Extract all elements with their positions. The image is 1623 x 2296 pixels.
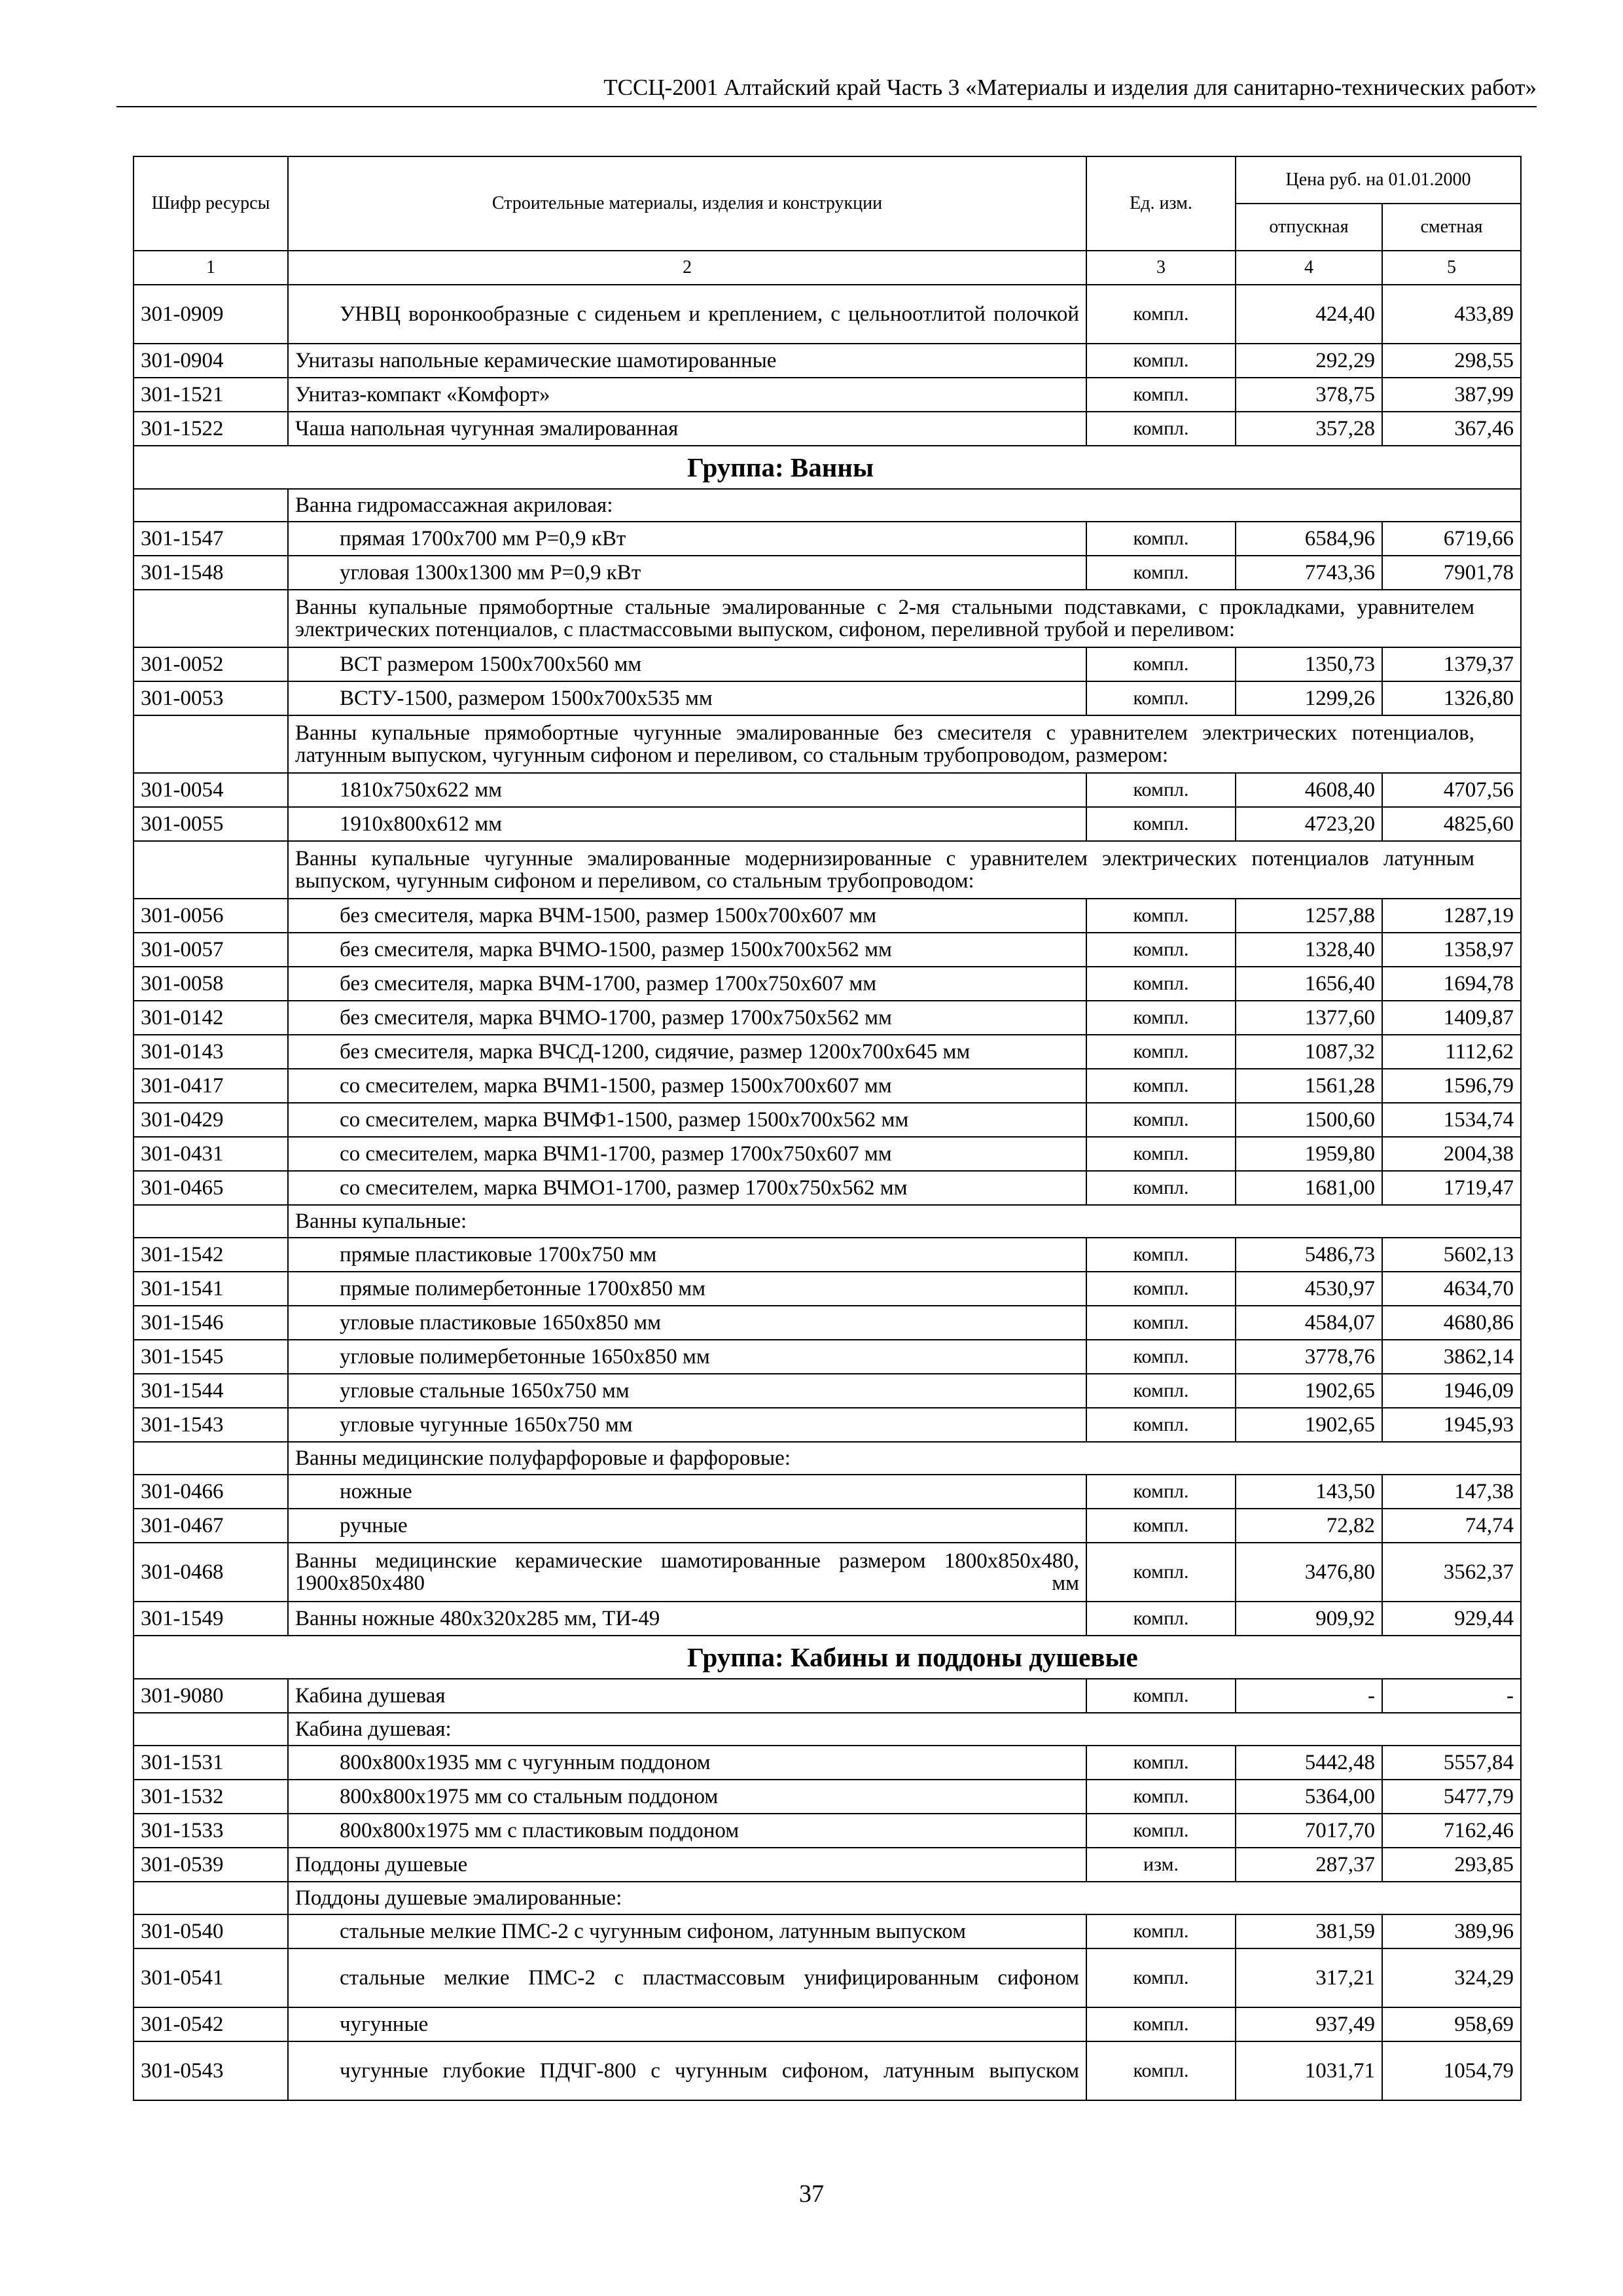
resource-name: 800x800x1935 мм с чугунным поддоном (288, 1746, 1086, 1780)
unit-of-measure: компл. (1086, 1543, 1236, 1602)
release-price: 5364,00 (1236, 1780, 1382, 1814)
header-release-price: отпускная (1236, 204, 1382, 251)
resource-code: 301-0056 (134, 899, 288, 933)
release-price: 4608,40 (1236, 773, 1382, 807)
unit-of-measure: изм. (1086, 1848, 1236, 1882)
unit-of-measure: компл. (1086, 1746, 1236, 1780)
subheading-text: Ванны медицинские полуфарфоровые и фарфоровые: (288, 1442, 1521, 1475)
estimate-price: 1694,78 (1382, 967, 1521, 1001)
subheading-code-cell (134, 841, 288, 899)
unit-of-measure: компл. (1086, 1914, 1236, 1948)
resource-name: Чаша напольная чугунная эмалированная (288, 412, 1086, 446)
resource-name: без смесителя, марка ВЧСД-1200, сидячие, размер 1200x700x645 мм (288, 1035, 1086, 1069)
release-price: 1350,73 (1236, 647, 1382, 681)
unit-of-measure: компл. (1086, 647, 1236, 681)
table-row (134, 1272, 1521, 1306)
resource-name: без смесителя, марка ВЧМО-1700, размер 1700x750x562 мм (288, 1001, 1086, 1035)
table-row (134, 1948, 1521, 2007)
release-price: 292,29 (1236, 344, 1382, 378)
unit-of-measure: компл. (1086, 1374, 1236, 1408)
estimate-price: 1287,19 (1382, 899, 1521, 933)
resource-name: угловые пластиковые 1650x850 мм (288, 1306, 1086, 1340)
table-row (134, 556, 1521, 590)
resource-code: 301-1545 (134, 1340, 288, 1374)
subheading-text: Ванна гидромассажная акриловая: (288, 489, 1521, 522)
resource-code: 301-0465 (134, 1171, 288, 1205)
release-price: 143,50 (1236, 1475, 1382, 1509)
release-price: 4584,07 (1236, 1306, 1382, 1340)
release-price: 4530,97 (1236, 1272, 1382, 1306)
resource-name: угловая 1300x1300 мм Р=0,9 кВт (288, 556, 1086, 590)
release-price: 3476,80 (1236, 1543, 1382, 1602)
subheading-row (134, 1882, 1521, 1914)
release-price: 1959,80 (1236, 1137, 1382, 1171)
resource-name: ножные (288, 1475, 1086, 1509)
subheading-row (134, 715, 1521, 773)
estimate-price: 387,99 (1382, 378, 1521, 412)
estimate-price: 4634,70 (1382, 1272, 1521, 1306)
resource-code: 301-1543 (134, 1408, 288, 1442)
resource-code: 301-0909 (134, 285, 288, 344)
subheading-row (134, 590, 1521, 647)
resource-code: 301-0431 (134, 1137, 288, 1171)
unit-of-measure: компл. (1086, 2007, 1236, 2041)
resource-code: 301-0143 (134, 1035, 288, 1069)
resource-name: чугунные глубокие ПДЧГ-800 с чугунным сифоном, латунным выпуском (288, 2041, 1086, 2100)
table-row (134, 1171, 1521, 1205)
unit-of-measure: компл. (1086, 933, 1236, 967)
estimate-price: 4707,56 (1382, 773, 1521, 807)
column-number: 1 (134, 251, 288, 285)
release-price: 909,92 (1236, 1602, 1382, 1636)
unit-of-measure: компл. (1086, 412, 1236, 446)
resource-name: 800x800x1975 мм со стальным поддоном (288, 1780, 1086, 1814)
table-body (134, 285, 1521, 2100)
header-code: Шифр ресурсы (134, 156, 288, 251)
table-row (134, 647, 1521, 681)
release-price: 72,82 (1236, 1509, 1382, 1543)
table-row (134, 773, 1521, 807)
estimate-price: 4825,60 (1382, 807, 1521, 841)
resource-code: 301-1547 (134, 522, 288, 556)
release-price: 378,75 (1236, 378, 1382, 412)
release-price: 1902,65 (1236, 1374, 1382, 1408)
release-price: 1087,32 (1236, 1035, 1382, 1069)
resource-name: стальные мелкие ПМС-2 с пластмассовым унифицированным сифоном (288, 1948, 1086, 2007)
table-row (134, 1306, 1521, 1340)
header-unit: Ед. изм. (1086, 156, 1236, 251)
resource-name: угловые чугунные 1650x750 мм (288, 1408, 1086, 1442)
release-price: 1561,28 (1236, 1069, 1382, 1103)
resource-name: без смесителя, марка ВЧМ-1500, размер 1500x700x607 мм (288, 899, 1086, 933)
release-price: 357,28 (1236, 412, 1382, 446)
subheading-text: Ванны купальные прямобортные чугунные эмалированные без смесителя с уравнителем электрических потенциалов, латунным выпуском, чугунным сифоном и переливом, со стальным трубопроводом, размером: (288, 715, 1521, 773)
resource-name: 800x800x1975 мм с пластиковым поддоном (288, 1814, 1086, 1848)
resource-code: 301-1548 (134, 556, 288, 590)
resource-name: Ванны ножные 480x320x285 мм, ТИ-49 (288, 1602, 1086, 1636)
estimate-price: 6719,66 (1382, 522, 1521, 556)
resource-code: 301-0467 (134, 1509, 288, 1543)
unit-of-measure: компл. (1086, 681, 1236, 715)
table-row (134, 933, 1521, 967)
table-row (134, 967, 1521, 1001)
resource-code: 301-0904 (134, 344, 288, 378)
estimate-price: 3862,14 (1382, 1340, 1521, 1374)
unit-of-measure: компл. (1086, 378, 1236, 412)
estimate-price: 1945,93 (1382, 1408, 1521, 1442)
unit-of-measure: компл. (1086, 899, 1236, 933)
table-row (134, 1238, 1521, 1272)
header-estimate-price: сметная (1382, 204, 1521, 251)
resource-code: 301-0053 (134, 681, 288, 715)
resource-code: 301-0417 (134, 1069, 288, 1103)
estimate-price: 958,69 (1382, 2007, 1521, 2041)
table-row (134, 1602, 1521, 1636)
resource-code: 301-0429 (134, 1103, 288, 1137)
group-code-cell (134, 446, 288, 489)
subheading-code-cell (134, 1713, 288, 1746)
resource-code: 301-0055 (134, 807, 288, 841)
subheading-row (134, 1205, 1521, 1238)
resource-name: Унитаз-компакт «Комфорт» (288, 378, 1086, 412)
resource-code: 301-0540 (134, 1914, 288, 1948)
estimate-price: 1719,47 (1382, 1171, 1521, 1205)
resource-code: 301-9080 (134, 1679, 288, 1713)
column-number: 3 (1086, 251, 1236, 285)
unit-of-measure: компл. (1086, 1509, 1236, 1543)
release-price: 1656,40 (1236, 967, 1382, 1001)
table-row (134, 2007, 1521, 2041)
resource-name: ВСТУ-1500, размером 1500x700x535 мм (288, 681, 1086, 715)
estimate-price: 1358,97 (1382, 933, 1521, 967)
table-row (134, 378, 1521, 412)
resource-name: угловые стальные 1650x750 мм (288, 1374, 1086, 1408)
resource-name: угловые полимербетонные 1650x850 мм (288, 1340, 1086, 1374)
resource-code: 301-0142 (134, 1001, 288, 1035)
resource-code: 301-1531 (134, 1746, 288, 1780)
resource-name: Ванны медицинские керамические шамотированные размером 1800x850x480, 1900x850x480 мм (288, 1543, 1086, 1602)
resource-name: со смесителем, марка ВЧМ1-1700, размер 1700x750x607 мм (288, 1137, 1086, 1171)
estimate-price: 1409,87 (1382, 1001, 1521, 1035)
resource-name: Кабина душевая (288, 1679, 1086, 1713)
unit-of-measure: компл. (1086, 1238, 1236, 1272)
estimate-price: 1534,74 (1382, 1103, 1521, 1137)
resource-name: 1810x750x622 мм (288, 773, 1086, 807)
release-price: 3778,76 (1236, 1340, 1382, 1374)
release-price: 4723,20 (1236, 807, 1382, 841)
release-price: 1902,65 (1236, 1408, 1382, 1442)
table-row (134, 681, 1521, 715)
estimate-price: 3562,37 (1382, 1543, 1521, 1602)
resource-name: прямые пластиковые 1700x750 мм (288, 1238, 1086, 1272)
estimate-price: 7901,78 (1382, 556, 1521, 590)
estimate-price: - (1382, 1679, 1521, 1713)
table-row (134, 1780, 1521, 1814)
group-title: Группа: Ванны (288, 446, 1521, 489)
unit-of-measure: компл. (1086, 967, 1236, 1001)
resource-name: ВСТ размером 1500x700x560 мм (288, 647, 1086, 681)
unit-of-measure: компл. (1086, 807, 1236, 841)
subheading-text: Ванны купальные чугунные эмалированные модернизированные с уравнителем электрических потенциалов латунным выпуском, чугунным сифоном и переливом, со стальным трубопроводом: (288, 841, 1521, 899)
page-number: 37 (799, 2180, 824, 2208)
unit-of-measure: компл. (1086, 344, 1236, 378)
unit-of-measure: компл. (1086, 1035, 1236, 1069)
unit-of-measure: компл. (1086, 1408, 1236, 1442)
table-row (134, 1340, 1521, 1374)
subheading-row (134, 1713, 1521, 1746)
resource-code: 301-1533 (134, 1814, 288, 1848)
subheading-code-cell (134, 489, 288, 522)
estimate-price: 433,89 (1382, 285, 1521, 344)
column-number: 5 (1382, 251, 1521, 285)
unit-of-measure: компл. (1086, 773, 1236, 807)
table-row (134, 1137, 1521, 1171)
table-row (134, 285, 1521, 344)
running-header: ТССЦ-2001 Алтайский край Часть 3 «Материалы и изделия для санитарно-технических работ» (116, 73, 1537, 107)
unit-of-measure: компл. (1086, 1679, 1236, 1713)
release-price: 5486,73 (1236, 1238, 1382, 1272)
group-row (134, 446, 1521, 489)
release-price: 7017,70 (1236, 1814, 1382, 1848)
subheading-text: Поддоны душевые эмалированные: (288, 1882, 1521, 1914)
column-number: 4 (1236, 251, 1382, 285)
resource-name: УНВЦ воронкообразные с сиденьем и креплением, с цельноотлитой полочкой (288, 285, 1086, 344)
subheading-text: Ванны купальные: (288, 1205, 1521, 1238)
release-price: - (1236, 1679, 1382, 1713)
table-row (134, 1035, 1521, 1069)
subheading-code-cell (134, 715, 288, 773)
estimate-price: 389,96 (1382, 1914, 1521, 1948)
release-price: 317,21 (1236, 1948, 1382, 2007)
table-row (134, 344, 1521, 378)
table-row (134, 1475, 1521, 1509)
unit-of-measure: компл. (1086, 1306, 1236, 1340)
unit-of-measure: компл. (1086, 1814, 1236, 1848)
subheading-code-cell (134, 590, 288, 647)
resource-name: чугунные (288, 2007, 1086, 2041)
subheading-text: Ванны купальные прямобортные стальные эмалированные с 2-мя стальными подставками, с прокладками, уравнителем электрических потенциалов, с пластмассовыми выпуском, сифоном, переливной трубой и переливом: (288, 590, 1521, 647)
unit-of-measure: компл. (1086, 1602, 1236, 1636)
subheading-row (134, 841, 1521, 899)
resource-name: без смесителя, марка ВЧМ-1700, размер 1700x750x607 мм (288, 967, 1086, 1001)
unit-of-measure: компл. (1086, 1272, 1236, 1306)
subheading-row (134, 1442, 1521, 1475)
resource-name: 1910x800x612 мм (288, 807, 1086, 841)
column-number: 2 (288, 251, 1086, 285)
unit-of-measure: компл. (1086, 1340, 1236, 1374)
estimate-price: 1596,79 (1382, 1069, 1521, 1103)
resource-code: 301-1549 (134, 1602, 288, 1636)
subheading-code-cell (134, 1205, 288, 1238)
group-code-cell (134, 1636, 288, 1679)
table-row (134, 1848, 1521, 1882)
resource-name: прямая 1700x700 мм Р=0,9 кВт (288, 522, 1086, 556)
resource-name: со смесителем, марка ВЧМФ1-1500, размер 1500x700x562 мм (288, 1103, 1086, 1137)
group-row (134, 1636, 1521, 1679)
table-row (134, 2041, 1521, 2100)
release-price: 1257,88 (1236, 899, 1382, 933)
resource-code: 301-0057 (134, 933, 288, 967)
header-name: Строительные материалы, изделия и конструкции (288, 156, 1086, 251)
resource-name: ручные (288, 1509, 1086, 1543)
release-price: 1377,60 (1236, 1001, 1382, 1035)
table-row (134, 807, 1521, 841)
table-row (134, 412, 1521, 446)
resource-code: 301-1522 (134, 412, 288, 446)
unit-of-measure: компл. (1086, 1948, 1236, 2007)
resource-code: 301-0466 (134, 1475, 288, 1509)
resource-code: 301-0052 (134, 647, 288, 681)
estimate-price: 74,74 (1382, 1509, 1521, 1543)
unit-of-measure: компл. (1086, 1171, 1236, 1205)
table-row (134, 1069, 1521, 1103)
subheading-code-cell (134, 1442, 288, 1475)
table-row (134, 1408, 1521, 1442)
resource-code: 301-1521 (134, 378, 288, 412)
unit-of-measure: компл. (1086, 2041, 1236, 2100)
estimate-price: 1946,09 (1382, 1374, 1521, 1408)
unit-of-measure: компл. (1086, 522, 1236, 556)
table-row (134, 1509, 1521, 1543)
unit-of-measure: компл. (1086, 1475, 1236, 1509)
resource-name: прямые полимербетонные 1700x850 мм (288, 1272, 1086, 1306)
price-table (133, 156, 1522, 2101)
release-price: 1299,26 (1236, 681, 1382, 715)
resource-code: 301-1544 (134, 1374, 288, 1408)
table-row (134, 1543, 1521, 1602)
subheading-row (134, 489, 1521, 522)
release-price: 7743,36 (1236, 556, 1382, 590)
unit-of-measure: компл. (1086, 1069, 1236, 1103)
unit-of-measure: компл. (1086, 1001, 1236, 1035)
estimate-price: 7162,46 (1382, 1814, 1521, 1848)
resource-code: 301-0539 (134, 1848, 288, 1882)
unit-of-measure: компл. (1086, 556, 1236, 590)
resource-code: 301-1541 (134, 1272, 288, 1306)
subheading-code-cell (134, 1882, 288, 1914)
table-row (134, 899, 1521, 933)
estimate-price: 929,44 (1382, 1602, 1521, 1636)
release-price: 5442,48 (1236, 1746, 1382, 1780)
table-row (134, 522, 1521, 556)
group-title: Группа: Кабины и поддоны душевые (288, 1636, 1521, 1679)
estimate-price: 2004,38 (1382, 1137, 1521, 1171)
resource-name: со смесителем, марка ВЧМО1-1700, размер 1700x750x562 мм (288, 1171, 1086, 1205)
unit-of-measure: компл. (1086, 1137, 1236, 1171)
release-price: 6584,96 (1236, 522, 1382, 556)
unit-of-measure: компл. (1086, 1780, 1236, 1814)
resource-code: 301-0054 (134, 773, 288, 807)
table-row (134, 1914, 1521, 1948)
subheading-text: Кабина душевая: (288, 1713, 1521, 1746)
table-row (134, 1679, 1521, 1713)
table-row (134, 1814, 1521, 1848)
resource-code: 301-0541 (134, 1948, 288, 2007)
resource-code: 301-1532 (134, 1780, 288, 1814)
release-price: 1681,00 (1236, 1171, 1382, 1205)
release-price: 287,37 (1236, 1848, 1382, 1882)
release-price: 1031,71 (1236, 2041, 1382, 2100)
resource-name: без смесителя, марка ВЧМО-1500, размер 1500x700x562 мм (288, 933, 1086, 967)
resource-code: 301-1542 (134, 1238, 288, 1272)
estimate-price: 367,46 (1382, 412, 1521, 446)
table-row (134, 1001, 1521, 1035)
resource-name: Унитазы напольные керамические шамотированные (288, 344, 1086, 378)
header-price: Цена руб. на 01.01.2000 (1236, 156, 1521, 204)
estimate-price: 293,85 (1382, 1848, 1521, 1882)
estimate-price: 5557,84 (1382, 1746, 1521, 1780)
unit-of-measure: компл. (1086, 1103, 1236, 1137)
estimate-price: 1112,62 (1382, 1035, 1521, 1069)
resource-name: стальные мелкие ПМС-2 с чугунным сифоном, латунным выпуском (288, 1914, 1086, 1948)
estimate-price: 1054,79 (1382, 2041, 1521, 2100)
unit-of-measure: компл. (1086, 285, 1236, 344)
release-price: 381,59 (1236, 1914, 1382, 1948)
estimate-price: 4680,86 (1382, 1306, 1521, 1340)
release-price: 937,49 (1236, 2007, 1382, 2041)
resource-code: 301-0468 (134, 1543, 288, 1602)
resource-code: 301-0543 (134, 2041, 288, 2100)
estimate-price: 298,55 (1382, 344, 1521, 378)
estimate-price: 1379,37 (1382, 647, 1521, 681)
resource-code: 301-0542 (134, 2007, 288, 2041)
resource-code: 301-0058 (134, 967, 288, 1001)
table-row (134, 1746, 1521, 1780)
release-price: 1328,40 (1236, 933, 1382, 967)
estimate-price: 1326,80 (1382, 681, 1521, 715)
estimate-price: 5477,79 (1382, 1780, 1521, 1814)
release-price: 1500,60 (1236, 1103, 1382, 1137)
release-price: 424,40 (1236, 285, 1382, 344)
resource-name: Поддоны душевые (288, 1848, 1086, 1882)
resource-name: со смесителем, марка ВЧМ1-1500, размер 1500x700x607 мм (288, 1069, 1086, 1103)
estimate-price: 147,38 (1382, 1475, 1521, 1509)
resource-code: 301-1546 (134, 1306, 288, 1340)
table-row (134, 1374, 1521, 1408)
estimate-price: 5602,13 (1382, 1238, 1521, 1272)
estimate-price: 324,29 (1382, 1948, 1521, 2007)
table-row (134, 1103, 1521, 1137)
